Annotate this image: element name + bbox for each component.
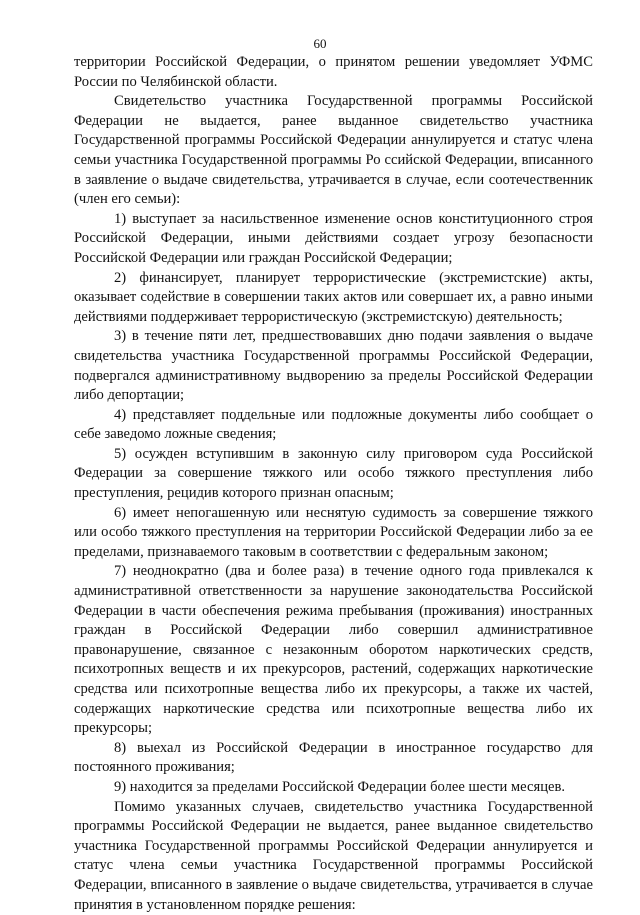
paragraph-certificate-conditions: Свидетельство участника Государственной программы Российской Федерации не выдается, ранее выданное свидетельство участника Государственной программы Российской Федерации аннулируется и статус члена семьи участника Государственной программы Ро ссийской Федерации, вписанного в заявление о выдаче свидетельства, утрачивается в случае, если соотечественник (член его семьи):: [74, 93, 593, 208]
list-item-6: 6) имеет непогашенную или неснятую судимость за совершение тяжкого или особо тяжкого преступления на территории Российской Федерации либо за ее пределами, признаваемого таковым в соответствии с федеральным законом;: [74, 504, 593, 560]
document-body: [74, 53, 593, 915]
page-number: 60: [313, 36, 327, 51]
list-item-5: 5) осужден вступившим в законную силу приговором суда Российской Федерации за совершение тяжкого или особо тяжкого преступления либо преступления, рецидив которого признан опасным;: [74, 445, 593, 502]
list-item-8: 8) выехал из Российской Федерации в иностранное государство для постоянного проживания;: [74, 739, 593, 776]
list-item-9: 9) находится за пределами Российской Федерации более шести месяцев.: [114, 778, 566, 795]
list-item-1: 1) выступает за насильственное изменение основ конституционного строя Российской Федерации, иными действиями создает угрозу безопасности Российской Федерации или граждан Российской Федерации;: [74, 210, 593, 266]
list-item-4: 4) представляет поддельные или подложные документы либо сообщает о себе заведомо ложные сведения;: [74, 406, 593, 443]
list-item-2: 2) финансирует, планирует террористические (экстремистские) акты, оказывает содействие в совершении таких актов или совершает их, а равно иными действиями поддерживает террористическую (экстремистскую) деятельность;: [74, 269, 593, 325]
list-item-3: 3) в течение пяти лет, предшествовавших дню подачи заявления о выдаче свидетельства участника Государственной программы Российской Федерации, подвергался административному выдворению за пределы Российской Федерации либо депортации;: [74, 328, 593, 404]
paragraph-additional-cases: Помимо указанных случаев, свидетельство участника Государственной программы Российской Федерации не выдается, ранее выданное свидетельство участника Государственной программы Российской Федерации аннулируется и статус члена семьи участника Государственной программы Российской Федерации, вписанного в заявление о выдаче свидетельства, утрачивается в случае принятия в установленном порядке решения:: [74, 798, 593, 913]
list-item-7: 7) неоднократно (два и более раза) в течение одного года привлекался к административной ответственности за нарушение законодательства Российской Федерации в части обеспечения режима пребывания (проживания) иностранных граждан в Российской Федерации либо совершил административное правонарушение, связанное с незаконным оборотом наркотических средств, психотропных веществ и их прекурсоров, растений, содержащих наркотические средства или психотропные вещества либо их прекурсоры, а также их частей, содержащих наркотические средства или психотропные вещества либо их прекурсоры;: [74, 563, 593, 737]
paragraph-continuation: территории Российской Федерации, о принятом решении уведомляет УФМС России по Челябинской области.: [74, 54, 593, 90]
